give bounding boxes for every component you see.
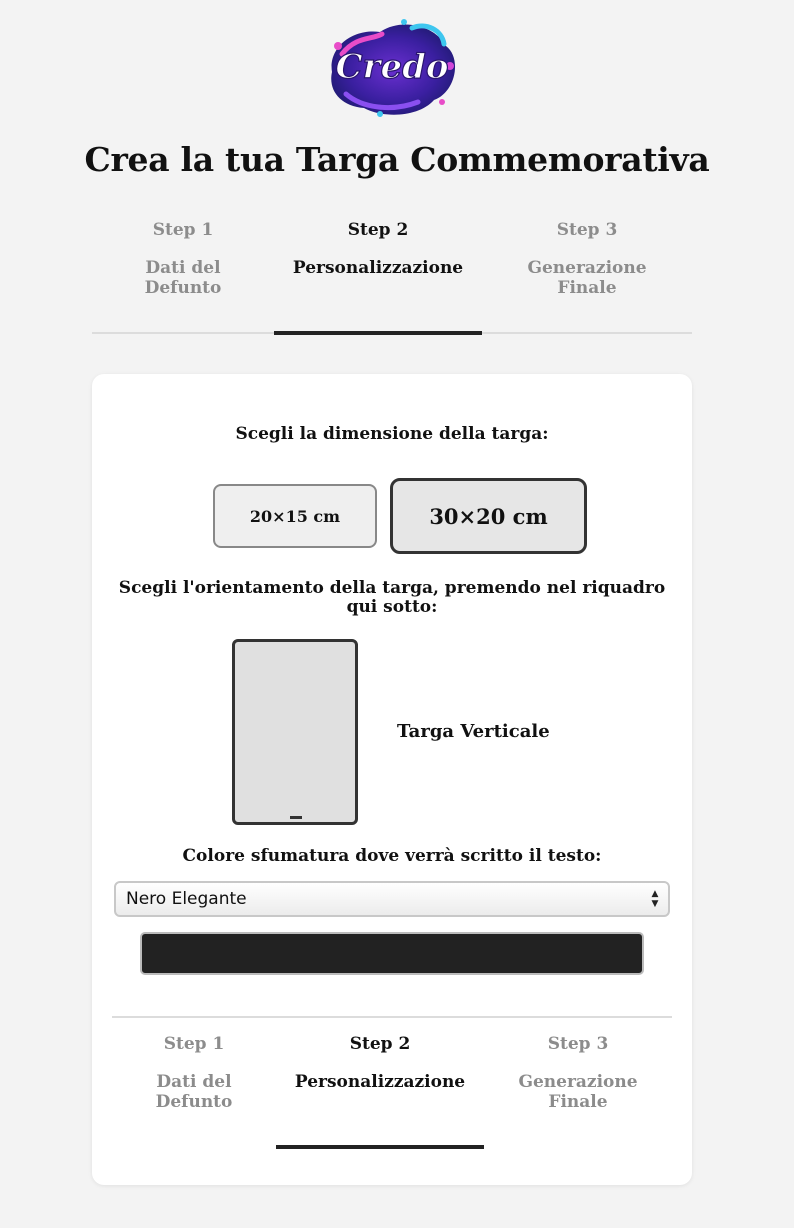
step-name: Generazione Finale	[518, 1072, 638, 1112]
step-name: Dati del Defunto	[155, 1072, 233, 1112]
step-indicator-bottom	[112, 1016, 672, 1147]
color-select[interactable]	[114, 881, 670, 917]
size-30x20-button[interactable]: 30×20 cm	[390, 478, 587, 554]
color-label: Colore sfumatura dove verrà scritto il testo:	[182, 846, 602, 866]
step-name: Personalizzazione	[294, 1072, 466, 1092]
orientation-label: Scegli l'orientamento della targa, premendo nel riquadro qui sotto:	[118, 578, 666, 617]
orientation-value: Targa Verticale	[397, 721, 550, 742]
step-name: Dati del Defunto	[144, 258, 222, 298]
step-1[interactable]	[112, 1018, 276, 1147]
svg-text:Credo: Credo	[335, 47, 449, 87]
step-number: Step 1	[152, 220, 214, 240]
step-number: Step 2	[349, 1034, 411, 1054]
select-arrows-icon: ▲ ▼	[651, 889, 659, 909]
step-3[interactable]	[484, 1018, 672, 1147]
color-select-value: Nero Elegante	[126, 889, 247, 909]
step-2[interactable]	[274, 206, 482, 332]
step-1[interactable]	[92, 206, 274, 332]
step-number: Step 3	[556, 220, 618, 240]
step-name: Generazione Finale	[527, 258, 647, 298]
size-20x15-button[interactable]: 20×15 cm	[213, 484, 377, 548]
step-indicator-top	[92, 206, 692, 334]
step-name: Personalizzazione	[292, 258, 464, 278]
orientation-preview-box[interactable]	[232, 639, 358, 825]
step-2[interactable]	[276, 1018, 484, 1147]
size-label: Scegli la dimensione della targa:	[235, 424, 549, 444]
orientation-bottom-marker	[290, 816, 302, 819]
credo-logo	[322, 14, 462, 122]
step-3[interactable]	[482, 206, 692, 332]
color-preview-swatch	[140, 932, 644, 975]
step-number: Step 1	[163, 1034, 225, 1054]
step-number: Step 3	[547, 1034, 609, 1054]
step-number: Step 2	[347, 220, 409, 240]
page-title: Crea la tua Targa Commemorativa	[84, 140, 710, 179]
